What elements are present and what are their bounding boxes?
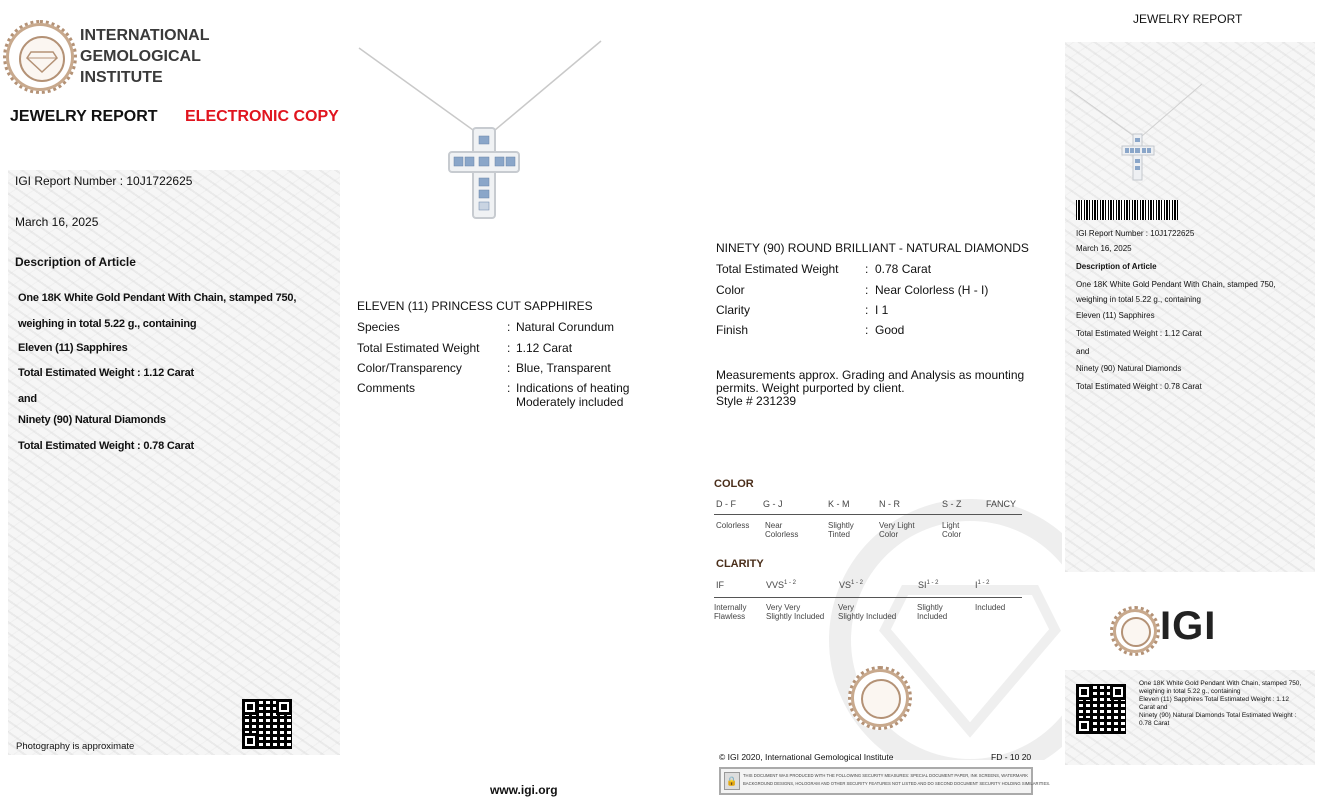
diamond-color-label: Color [716, 283, 745, 297]
igi-seal-stamp [848, 666, 912, 730]
separator-colon: : [507, 381, 511, 395]
clarity-desc: Slightly Included [917, 603, 948, 621]
color-grade: K - M [828, 499, 850, 509]
seal-center [1121, 617, 1151, 647]
description-line: Total Estimated Weight : 1.12 Carat [18, 367, 194, 379]
copyright: © IGI 2020, International Gemological Institute [719, 752, 894, 762]
security-footer [719, 767, 1051, 795]
clarity-grade: $I^{1 - 2}$ [975, 580, 990, 590]
clarity-grade: VS$^{1 - 2}$ [839, 580, 864, 590]
logo-line-1: INTERNATIONAL [80, 27, 210, 44]
diamond-color-value: Near Colorless (H - I) [875, 283, 989, 297]
report-date: March 16, 2025 [15, 215, 99, 229]
security-text-2: BACKGROUND DESIGNS, HOLOGRAM AND OTHER SECURITY FEATURES NOT LISTED AND DO SECOND DOCUMENT SECURITY HOLDING SIMILARITIES. [743, 781, 1051, 786]
security-text-1: THIS DOCUMENT WAS PRODUCED WITH THE FOLLOWING SECURITY MEASURES: SPECIAL DOCUMENT PAPER, INK SCREENS, WATERMARK [743, 773, 1029, 778]
side-desc-line: One 18K White Gold Pendant With Chain, stamped 750, [1076, 280, 1276, 289]
seal-center [19, 36, 65, 82]
clarity-grade: IF [716, 580, 724, 590]
clarity-grade: VVS$^{1 - 2}$ [766, 580, 797, 590]
diamond-clarity-label: Clarity [716, 303, 751, 317]
side-date: March 16, 2025 [1076, 244, 1132, 253]
side-qr-code[interactable] [1076, 684, 1126, 734]
sapphire-color-label: Color/Transparency [357, 361, 462, 375]
sapphire-color-value: Blue, Transparent [516, 361, 611, 375]
separator-colon: : [507, 361, 511, 375]
clarity-desc: Included [975, 603, 1006, 612]
color-desc: Slightly Tinted [828, 521, 854, 539]
diamond-weight-value: 0.78 Carat [875, 262, 932, 276]
color-desc: Light Color [942, 521, 962, 539]
side-desc-line: Eleven (11) Sapphires [1076, 311, 1155, 320]
clarity-desc: Very Very Slightly Included [766, 603, 825, 621]
separator-colon: : [507, 341, 511, 355]
description-line: and [18, 393, 37, 405]
sapphire-comments-value-2: Moderately included [516, 395, 624, 409]
clarity-desc: Very Slightly Included [838, 603, 897, 621]
description-line: weighing in total 5.22 g., containing [18, 318, 197, 330]
clarity-scale-heading: CLARITY [716, 558, 764, 570]
barcode [1076, 200, 1180, 220]
description-line: One 18K White Gold Pendant With Chain, stamped 750, [18, 292, 297, 304]
seal-center [861, 679, 901, 719]
qr-code[interactable] [242, 699, 292, 749]
diamond-clarity-value: I 1 [875, 303, 889, 317]
clarity-grade: SI$^{1 - 2}$ [918, 580, 939, 590]
sapphires-heading: ELEVEN (11) PRINCESS CUT SAPPHIRES [357, 299, 593, 313]
report-title: JEWELRY REPORT [10, 108, 158, 125]
sapphire-weight-label: Total Estimated Weight [357, 341, 480, 355]
diamond-finish-value: Good [875, 323, 905, 337]
color-grade: G - J [763, 499, 783, 509]
side-igi-seal [1110, 606, 1160, 656]
color-desc: Very Light Color [879, 521, 915, 539]
report-number: IGI Report Number : 10J1722625 [15, 174, 193, 188]
description-line: Eleven (11) Sapphires [18, 342, 128, 354]
color-scale-heading: COLOR [714, 478, 754, 490]
diamonds-heading: NINETY (90) ROUND BRILLIANT - NATURAL DIAMONDS [716, 241, 1029, 255]
side-desc-line: and [1076, 347, 1090, 356]
logo-wordmark [80, 25, 209, 88]
igi-seal-logo [3, 20, 77, 94]
right-report-title: JEWELRY REPORT [1133, 12, 1243, 26]
website-link[interactable]: www.igi.org [490, 783, 558, 797]
side-desc-line: Total Estimated Weight : 0.78 Carat [1076, 382, 1202, 391]
sapphire-comments-label: Comments [357, 381, 416, 395]
sapphire-species-label: Species [357, 320, 400, 334]
side-brand: IGI [1160, 604, 1217, 648]
clarity-desc: Internally Flawless [714, 603, 747, 621]
logo-line-3: INSTITUTE [80, 69, 163, 86]
note-line: Style # 231239 [716, 394, 797, 408]
color-desc: Colorless [716, 521, 750, 530]
color-grade: N - R [879, 499, 900, 509]
separator-colon: : [865, 323, 869, 337]
side-desc-heading: Description of Article [1076, 262, 1157, 271]
sapphire-species-value: Natural Corundum [516, 320, 615, 334]
side-desc-line: Ninety (90) Natural Diamonds [1076, 364, 1182, 373]
sapphire-weight-value: 1.12 Carat [516, 341, 573, 355]
sapphire-comments-value: Indications of heating [516, 381, 630, 395]
side-report-number: IGI Report Number : 10J1722625 [1076, 229, 1195, 238]
diamond-weight-label: Total Estimated Weight [716, 262, 839, 276]
clarity-scale-rule [714, 597, 1022, 598]
lock-icon: 🔒 [724, 772, 740, 790]
separator-colon: : [865, 262, 869, 276]
form-number: FD - 10 20 [991, 752, 1032, 762]
thumbnail-pendant [1068, 82, 1204, 182]
note-line: Measurements approx. Grading and Analysis as mounting [716, 368, 1025, 382]
measurement-note [716, 369, 1024, 408]
color-scale-rule [714, 514, 1022, 515]
diamond-finish-label: Finish [716, 323, 749, 337]
description-heading: Description of Article [15, 255, 136, 269]
side-desc-line: weighing in total 5.22 g., containing [1076, 295, 1201, 304]
photo-note: Photography is approximate [16, 741, 135, 752]
side-qr-text: One 18K White Gold Pendant With Chain, stamped 750, weighing in total 5.22 g., containing Eleven (11) Sapphires Total Estimated Weight : 1.12 Carat and Ninety (90) Natural Diamonds Total Estimated Weight : 0.78 Carat [1139, 680, 1302, 727]
color-desc: Near Colorless [765, 521, 799, 539]
separator-colon: : [865, 303, 869, 317]
description-line: Total Estimated Weight : 0.78 Carat [18, 440, 194, 452]
electronic-copy-label: ELECTRONIC COPY [185, 108, 339, 125]
color-grade: S - Z [942, 499, 962, 509]
color-grade: FANCY [986, 499, 1017, 509]
color-grade: D - F [716, 499, 736, 509]
description-line: Ninety (90) Natural Diamonds [18, 414, 166, 426]
logo-line-2: GEMOLOGICAL [80, 48, 201, 65]
note-line: permits. Weight purported by client. [716, 381, 905, 395]
separator-colon: : [507, 320, 511, 334]
separator-colon: : [865, 283, 869, 297]
side-desc-line: Total Estimated Weight : 1.12 Carat [1076, 329, 1202, 338]
pendant-photo [355, 38, 610, 223]
